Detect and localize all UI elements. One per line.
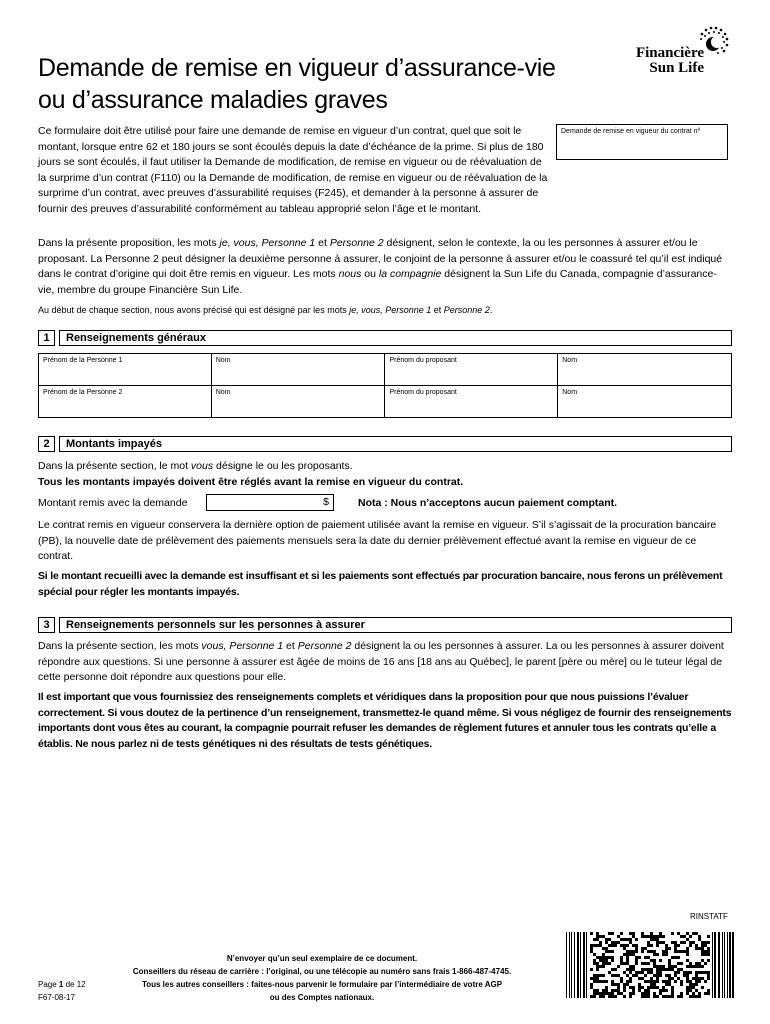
intro-term: je, vous, Personne 1 — [349, 305, 432, 315]
field-label: Nom — [562, 357, 578, 364]
person1-last-name-field[interactable] — [211, 354, 385, 386]
section-term: Personne 2 — [297, 640, 352, 652]
unpaid-amounts-notice: Tous les montants impayés doivent être réglés avant la remise en vigueur du contrat. — [38, 476, 464, 488]
page-title — [38, 52, 578, 116]
intro-text: et — [315, 237, 330, 249]
section-term: vous, Personne 1 — [201, 640, 284, 652]
section-2-scope — [38, 459, 732, 475]
intro-term: nous — [338, 268, 362, 280]
sun-life-logo — [600, 24, 735, 80]
barcode — [566, 932, 734, 998]
intro-term: Personne 2 — [329, 237, 384, 249]
section-2-paragraph-2: Si le montant recueilli avec la demande est insuffisant et si les paiements sont effectués par procuration bancaire, nous ferons un prélèvement spécial pour régler les montants impayés. — [38, 570, 723, 598]
title-line-1: Demande de remise en vigueur d’assurance-vie — [38, 54, 556, 82]
amount-label: Montant remis avec la demande — [38, 497, 188, 509]
field-label: Prénom de la Personne 1 — [43, 357, 123, 364]
section-term: vous — [190, 460, 214, 472]
field-label: Nom — [215, 389, 231, 396]
field-label: Nom — [215, 357, 231, 364]
table-row — [39, 386, 732, 418]
section-title: Renseignements généraux — [59, 330, 732, 346]
person2-first-name-field[interactable] — [39, 386, 212, 418]
section-title: Montants impayés — [59, 436, 732, 452]
section-text: et — [283, 640, 298, 652]
section-number: 2 — [38, 436, 55, 452]
logo-line-1: Financière — [635, 45, 704, 61]
barcode-graphic — [566, 932, 734, 998]
section-text: Dans la présente section, le mot — [38, 460, 191, 472]
section-3-paragraph-2: Il est important que vous fournissiez des renseignements complets et véridiques dans la proposition pour que nous puissions l’évaluer correctement. Si vous doutez de la pertinence d’un renseignement, transmettez-le quand même. Si vous négligez de fournir des renseignements importants dont vous êtes au courant, la compagnie pourrait refuser les demandes de règlement futures et annuler tous les contrats qu’elle a établis. Ne nous parlez ni de tests génétiques ni des résultats de tests génétiques. — [38, 691, 732, 750]
person2-last-name-field[interactable] — [211, 386, 385, 418]
amount-input[interactable] — [206, 494, 334, 511]
intro-paragraph-1: Ce formulaire doit être utilisé pour faire une demande de remise en vigueur d’un contrat, quel que soit le montant, lorsque entre 62 et 180 jours se sont écoulés depuis la date d’échéance de la prime. Si plus de 180 jours se sont écoulés, il faut utiliser la Demande de modification, de remise en vigueur ou de réévaluation de la surprime d’un contrat (F110) ou la Demande de modification, de remise en vigueur ou de réévaluation de la surprime d’un contrat, avec preuves d’assurabilité requises (F245), et demander à la personne à assurer de fournir des preuves d’assurabilité conformément au tableau approprié selon l’âge et le montant. — [38, 125, 548, 215]
instruction-line: Conseillers du réseau de carrière : l’original, ou une télécopie au numéro sans frais 1-866-487-4745. — [132, 967, 512, 976]
cash-note: Nota : Nous n’acceptons aucun paiement comptant. — [358, 497, 618, 509]
title-line-2: ou d’assurance maladies graves — [38, 86, 388, 114]
section-1-header — [38, 330, 732, 346]
intro-term: Personne 2 — [443, 305, 490, 315]
sun-emblem-icon — [696, 24, 732, 60]
section-number: 1 — [38, 330, 55, 346]
section-3-header — [38, 617, 732, 633]
section-text: désigne le ou les proposants. — [213, 460, 353, 472]
person1-first-name-field[interactable] — [39, 354, 212, 386]
applicant1-first-name-field[interactable] — [385, 354, 558, 386]
contract-number-field[interactable] — [556, 124, 728, 160]
page-current: 1 — [58, 980, 64, 989]
section-text: désignent la ou les personnes à assurer. La ou les personnes à assurer doivent répondre aux questions. Si une personne à assurer est âgée de moins de 16 ans [18 ans au Québec], le parent [père ou mère] ou le tuteur légal de cette personne doit répondre aux questions pour elle. — [38, 640, 724, 683]
intro-term: la compagnie — [378, 268, 442, 280]
field-label: Prénom du proposant — [389, 357, 457, 364]
section-number: 3 — [38, 617, 55, 633]
instruction-line: N’envoyer qu’un seul exemplaire de ce document. — [226, 954, 418, 963]
general-info-table — [38, 353, 732, 418]
intro-paragraph-3 — [38, 304, 732, 317]
intro-text: Dans la présente proposition, les mots — [38, 237, 220, 249]
intro-paragraph-2 — [38, 236, 732, 298]
instruction-line: Tous les autres conseillers : faites-nous parvenir le formulaire par l’intermédiaire de votre AGP — [141, 980, 503, 989]
intro-text: Au début de chaque section, nous avons précisé qui est désigné par les mots — [38, 305, 350, 315]
field-label: Nom — [562, 389, 578, 396]
intro-text: désignent, selon le contexte, la ou les personnes à assurer et/ou le proposant. La Personne 2 peut désigner la deuxième personne à assurer, le conjoint de la personne à assurer et/ou le coassuré tel qu’il est indiqué dans le contrat d’origine qui doit être remis en vigueur. Les mots — [38, 237, 723, 280]
page-prefix: Page — [38, 980, 59, 989]
form-code: RINSTATF — [690, 912, 728, 921]
section-2-paragraph-1: Le contrat remis en vigueur conservera la dernière option de paiement utilisée avant la remise en vigueur. S’il s’agissait de la procuration bancaire (PB), la nouvelle date de prélèvement des paiements mensuels sera la date du dernier prélèvement effectué avant la remise en vigueur de ce contrat. — [38, 519, 717, 562]
intro-text: désignent la Sun Life du Canada, compagnie d’assurance-vie, membre du groupe Financière Sun Life. — [38, 268, 717, 296]
submission-instructions — [88, 952, 556, 1004]
logo-line-2: Sun Life — [649, 60, 704, 76]
instruction-line: ou des Comptes nationaux. — [269, 993, 375, 1002]
field-label: Prénom du proposant — [389, 389, 457, 396]
applicant1-last-name-field[interactable] — [558, 354, 732, 386]
page-number — [38, 978, 86, 991]
section-title: Renseignements personnels sur les personnes à assurer — [59, 617, 732, 633]
logo-wordmark — [600, 46, 704, 76]
intro-term: je, vous, Personne 1 — [219, 237, 316, 249]
intro-text: et — [431, 305, 444, 315]
form-id: F67-08-17 — [38, 993, 75, 1002]
currency-symbol: $ — [323, 496, 329, 508]
page-suffix: de 12 — [63, 980, 86, 989]
section-text: Dans la présente section, les mots — [38, 640, 202, 652]
intro-text: ou — [361, 268, 379, 280]
intro-text: . — [489, 305, 493, 315]
section-2-header — [38, 436, 732, 452]
table-row — [39, 354, 732, 386]
applicant2-first-name-field[interactable] — [385, 386, 558, 418]
section-3-paragraph-1 — [38, 639, 732, 686]
applicant2-last-name-field[interactable] — [558, 386, 732, 418]
field-label: Prénom de la Personne 2 — [43, 389, 123, 396]
contract-number-label: Demande de remise en vigueur du contrat nº — [561, 128, 701, 135]
